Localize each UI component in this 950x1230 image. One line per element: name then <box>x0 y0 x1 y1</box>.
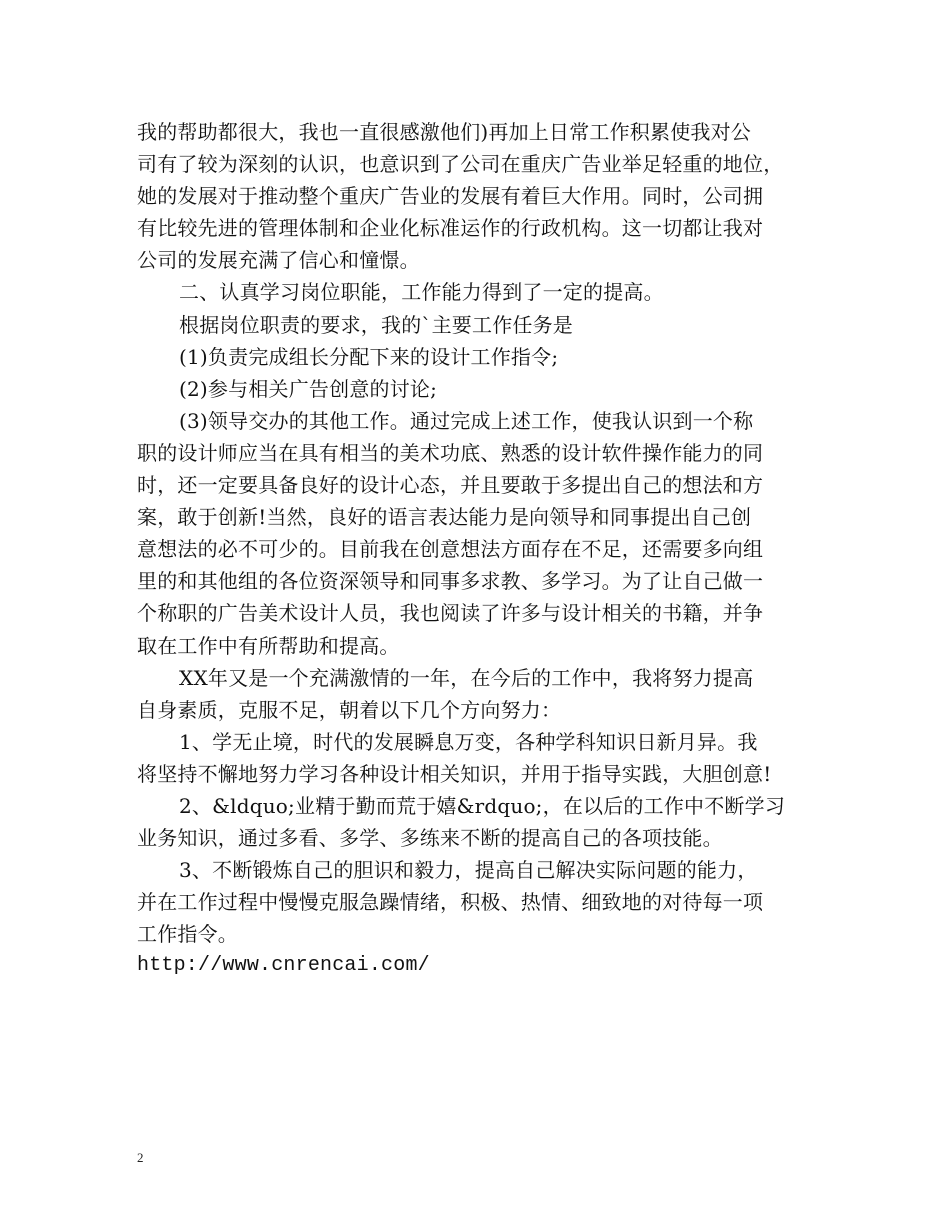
text-line: 她的发展对于推动整个重庆广告业的发展有着巨大作用。同时，公司拥 <box>137 184 764 209</box>
text-line: 取在工作中有所帮助和提高。 <box>137 633 400 658</box>
list-item: 2、&ldquo;业精于勤而荒于嬉&rdquo;，在以后的工作中不断学习 <box>179 793 786 818</box>
text-line: 案，敢于创新!当然，良好的语言表达能力是向领导和同事提出自己创 <box>137 505 752 530</box>
text-line: 根据岗位职责的要求，我的`主要工作任务是 <box>179 312 573 337</box>
text-line: 我的帮助都很大，我也一直很感激他们)再加上日常工作积累使我对公 <box>137 120 752 144</box>
section-heading: 二、认真学习岗位职能，工作能力得到了一定的提高。 <box>179 280 664 305</box>
page-number: 2 <box>137 1150 144 1165</box>
text-line: 意想法的必不可少的。目前我在创意想法方面存在不足，还需要多向组 <box>137 537 764 562</box>
text-line: 时，还一定要具备良好的设计心态，并且要敢于多提出自己的想法和方 <box>137 473 764 498</box>
list-item: 3、不断锻炼自己的胆识和毅力，提高自己解决实际问题的能力， <box>179 858 758 883</box>
text-line: 个称职的广告美术设计人员，我也阅读了许多与设计相关的书籍，并争 <box>137 601 764 626</box>
text-line: 职的设计师应当在具有相当的美术功底、熟悉的设计软件操作能力的同 <box>137 440 764 465</box>
list-item: (3)领导交办的其他工作。通过完成上述工作，使我认识到一个称 <box>179 408 754 433</box>
text-line: XX年又是一个充满激情的一年，在今后的工作中，我将努力提高 <box>179 665 754 690</box>
source-url: http://www.cnrencai.com/ <box>137 954 430 978</box>
text-line: 自身素质，克服不足，朝着以下几个方向努力： <box>137 697 562 722</box>
text-line: 里的和其他组的各位资深领导和同事多求教、多学习。为了让自己做一 <box>137 569 764 594</box>
text-line: 有比较先进的管理体制和企业化标准运作的行政机构。这一切都让我对 <box>137 216 764 241</box>
list-item: (1)负责完成组长分配下来的设计工作指令; <box>179 344 559 369</box>
text-line: 工作指令。 <box>137 922 238 947</box>
text-line: 司有了较为深刻的认识，也意识到了公司在重庆广告业举足轻重的地位， <box>137 152 784 177</box>
list-item: (2)参与相关广告创意的讨论; <box>179 376 438 401</box>
text-line: 将坚持不懈地努力学习各种设计相关知识，并用于指导实践，大胆创意! <box>137 761 772 786</box>
document-body <box>137 116 827 983</box>
text-line: 业务知识，通过多看、多学、多练来不断的提高自己的各项技能。 <box>137 826 723 851</box>
list-item: 1、学无止境，时代的发展瞬息万变，各种学科知识日新月异。我 <box>179 729 758 754</box>
text-line: 公司的发展充满了信心和憧憬。 <box>137 248 420 273</box>
text-line: 并在工作过程中慢慢克服急躁情绪，积极、热情、细致地的对待每一项 <box>137 890 764 915</box>
